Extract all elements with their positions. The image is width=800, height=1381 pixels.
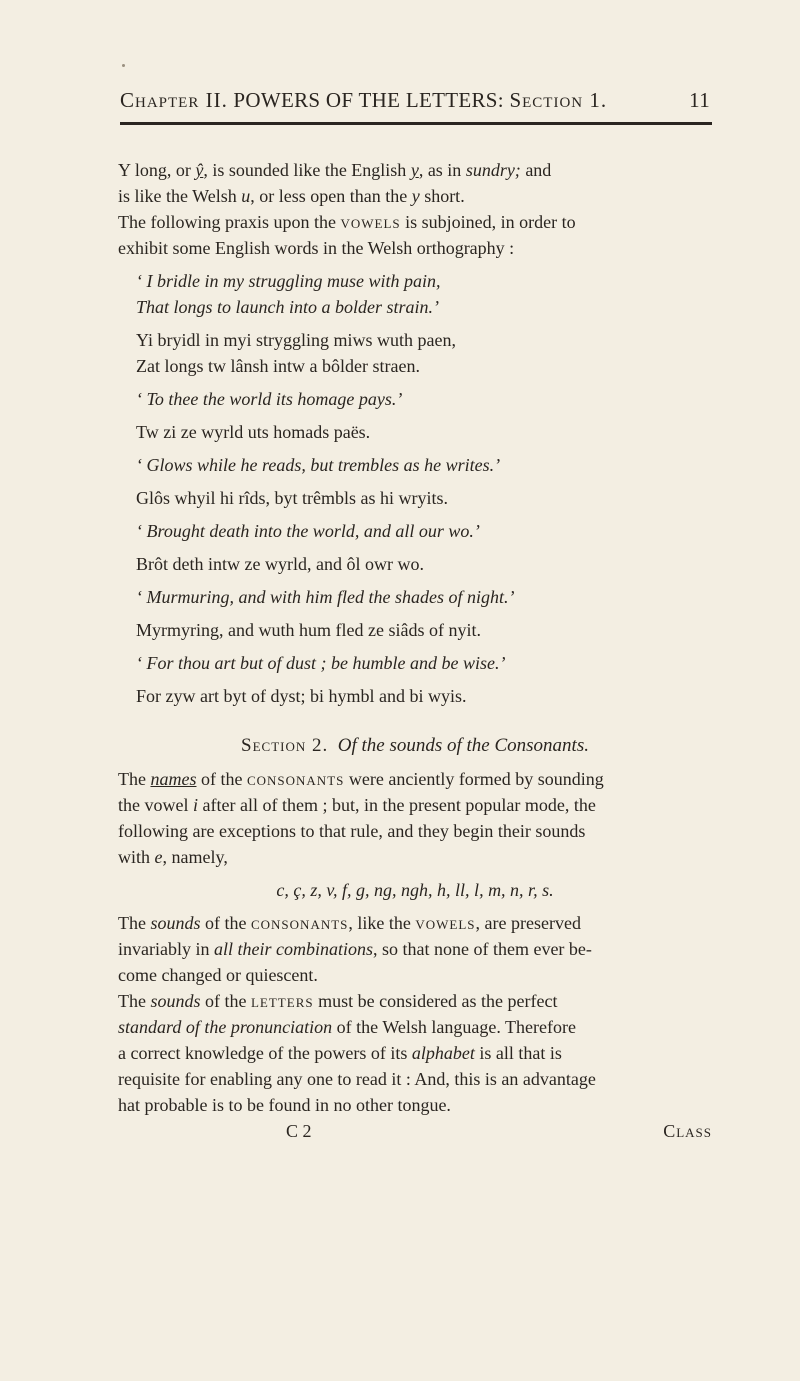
verse-welsh-line: Yi bryidl in myi stryggling miws wuth paen,: [136, 330, 456, 350]
intro-line-3: [118, 209, 712, 235]
text-run: y: [410, 160, 419, 180]
text-run: ŷ: [195, 160, 204, 180]
page-number: 11: [689, 88, 710, 112]
text-run: , is sounded like the English: [203, 160, 411, 180]
verse-english-line: ‘ I bridle in my struggling muse with pain,: [136, 271, 441, 291]
catchword: Class: [663, 1121, 712, 1141]
text-run: of the Welsh language. Therefore: [332, 1017, 576, 1037]
text-run: of the: [200, 991, 251, 1011]
para2-line-1: [118, 910, 712, 936]
text-run: u: [241, 186, 251, 206]
verse-5: [118, 584, 712, 643]
text-run: consonants: [250, 913, 349, 933]
section-heading: [118, 733, 712, 759]
text-run: The: [118, 991, 151, 1011]
text-run: y: [411, 186, 420, 206]
text-run: is like the Welsh: [118, 186, 242, 206]
verse-english-line: ‘ To thee the world its homage pays.’: [136, 389, 403, 409]
para3-line-4: requisite for enabling any one to read it : And, this is an advantage: [118, 1069, 596, 1089]
para1-line-3: following are exceptions to that rule, and they begin their sounds: [118, 821, 586, 841]
text-run: The: [118, 913, 151, 933]
text-run: sounds: [150, 913, 201, 933]
text-run: , so that none of them ever be-: [372, 939, 592, 959]
header-chapter: Chapter II.: [120, 88, 228, 112]
text-run: all their combinations: [213, 939, 373, 959]
intro-line-1: [118, 157, 712, 183]
verse-english-line: ‘ For thou art but of dust ; be humble and be wise.’: [136, 653, 506, 673]
page-footer: [118, 1118, 712, 1144]
text-run: short.: [419, 186, 465, 206]
verse-english-line: ‘ Brought death into the world, and all our wo.’: [136, 521, 480, 541]
text-run: and: [520, 160, 552, 180]
verse-6: [118, 650, 712, 709]
para1-line-1: [118, 766, 712, 792]
text-run: vowels: [415, 913, 476, 933]
text-run: e: [154, 847, 163, 867]
para3-line-3: [118, 1040, 712, 1066]
text-run: a correct knowledge of the powers of its: [118, 1043, 412, 1063]
text-run: , as in: [418, 160, 466, 180]
text-run: must be considered as the perfect: [313, 991, 558, 1011]
intro-line-2: [118, 183, 712, 209]
text-run: letters: [250, 991, 314, 1011]
text-run: Y long, or: [118, 160, 196, 180]
intro-line-4: exhibit some English words in the Welsh orthography :: [118, 238, 515, 258]
text-run: i: [192, 795, 198, 815]
para1-line-4: [118, 844, 712, 870]
text-run: sounds: [150, 991, 201, 1011]
header-rule: [120, 122, 712, 125]
header-title: POWERS OF THE LETTERS:: [233, 88, 504, 112]
verse-welsh-line: Glôs whyil hi rîds, byt trêmbls as hi wryits.: [136, 488, 448, 508]
para2-line-3: come changed or quiescent.: [118, 965, 318, 985]
text-run: vowels: [340, 212, 401, 232]
running-header: [120, 88, 710, 113]
text-run: alphabet: [411, 1043, 475, 1063]
text-run: after all of them ; but, in the present popular mode, the: [198, 795, 596, 815]
verse-welsh-line: Myrmyring, and wuth hum fled ze siâds of nyit.: [136, 620, 481, 640]
text-run: , or less open than the: [250, 186, 412, 206]
section-title: Of the sounds of the Consonants.: [337, 735, 589, 756]
verse-english-line: That longs to launch into a bolder strain.’: [136, 297, 440, 317]
ink-speck: [122, 64, 125, 67]
text-run: , namely,: [162, 847, 228, 867]
text-run: sundry;: [465, 160, 521, 180]
verse-4: [118, 518, 712, 577]
text-run: with: [118, 847, 155, 867]
text-run: is all that is: [474, 1043, 562, 1063]
text-run: standard of the pronunciation: [118, 1017, 333, 1037]
text-run: were anciently formed by sounding: [344, 769, 604, 789]
text-run: , are preserved: [475, 913, 581, 933]
verse-welsh-line: Brôt deth intw ze wyrld, and ôl owr wo.: [136, 554, 424, 574]
text-run: of the: [200, 913, 251, 933]
verse-2: [118, 386, 712, 445]
text-run: of the: [196, 769, 247, 789]
text-run: is subjoined, in order to: [400, 212, 576, 232]
verse-welsh-line: Tw zi ze wyrld uts homads paës.: [136, 422, 371, 442]
verse-1: [118, 268, 712, 379]
text-run: invariably in: [118, 939, 214, 959]
text-run: , like the: [348, 913, 416, 933]
header-section: Section 1.: [509, 88, 608, 112]
text-run: the vowel: [118, 795, 193, 815]
section-label: Section 2.: [241, 735, 329, 756]
signature-mark: C 2: [286, 1121, 312, 1141]
verse-3: [118, 452, 712, 511]
text-run: The: [118, 769, 151, 789]
consonant-list: c, ç, z, v, f, g, ng, ngh, h, ll, l, m, n, r, s.: [276, 880, 554, 900]
text-run: The following praxis upon the: [118, 212, 341, 232]
para2-line-2: [118, 936, 712, 962]
verse-english-line: ‘ Murmuring, and with him fled the shades of night.’: [136, 587, 515, 607]
verse-english-line: ‘ Glows while he reads, but trembles as he writes.’: [136, 455, 501, 475]
para3-line-5: hat probable is to be found in no other tongue.: [118, 1095, 451, 1115]
verse-welsh-line: Zat longs tw lânsh intw a bôlder straen.: [136, 356, 420, 376]
text-run: names: [150, 769, 197, 789]
para3-line-2: [118, 1014, 712, 1040]
page-body: [118, 157, 712, 1144]
text-run: consonants: [246, 769, 345, 789]
verse-welsh-line: For zyw art byt of dyst; bi hymbl and bi wyis.: [136, 686, 467, 706]
para1-line-2: [118, 792, 712, 818]
para3-line-1: [118, 988, 712, 1014]
